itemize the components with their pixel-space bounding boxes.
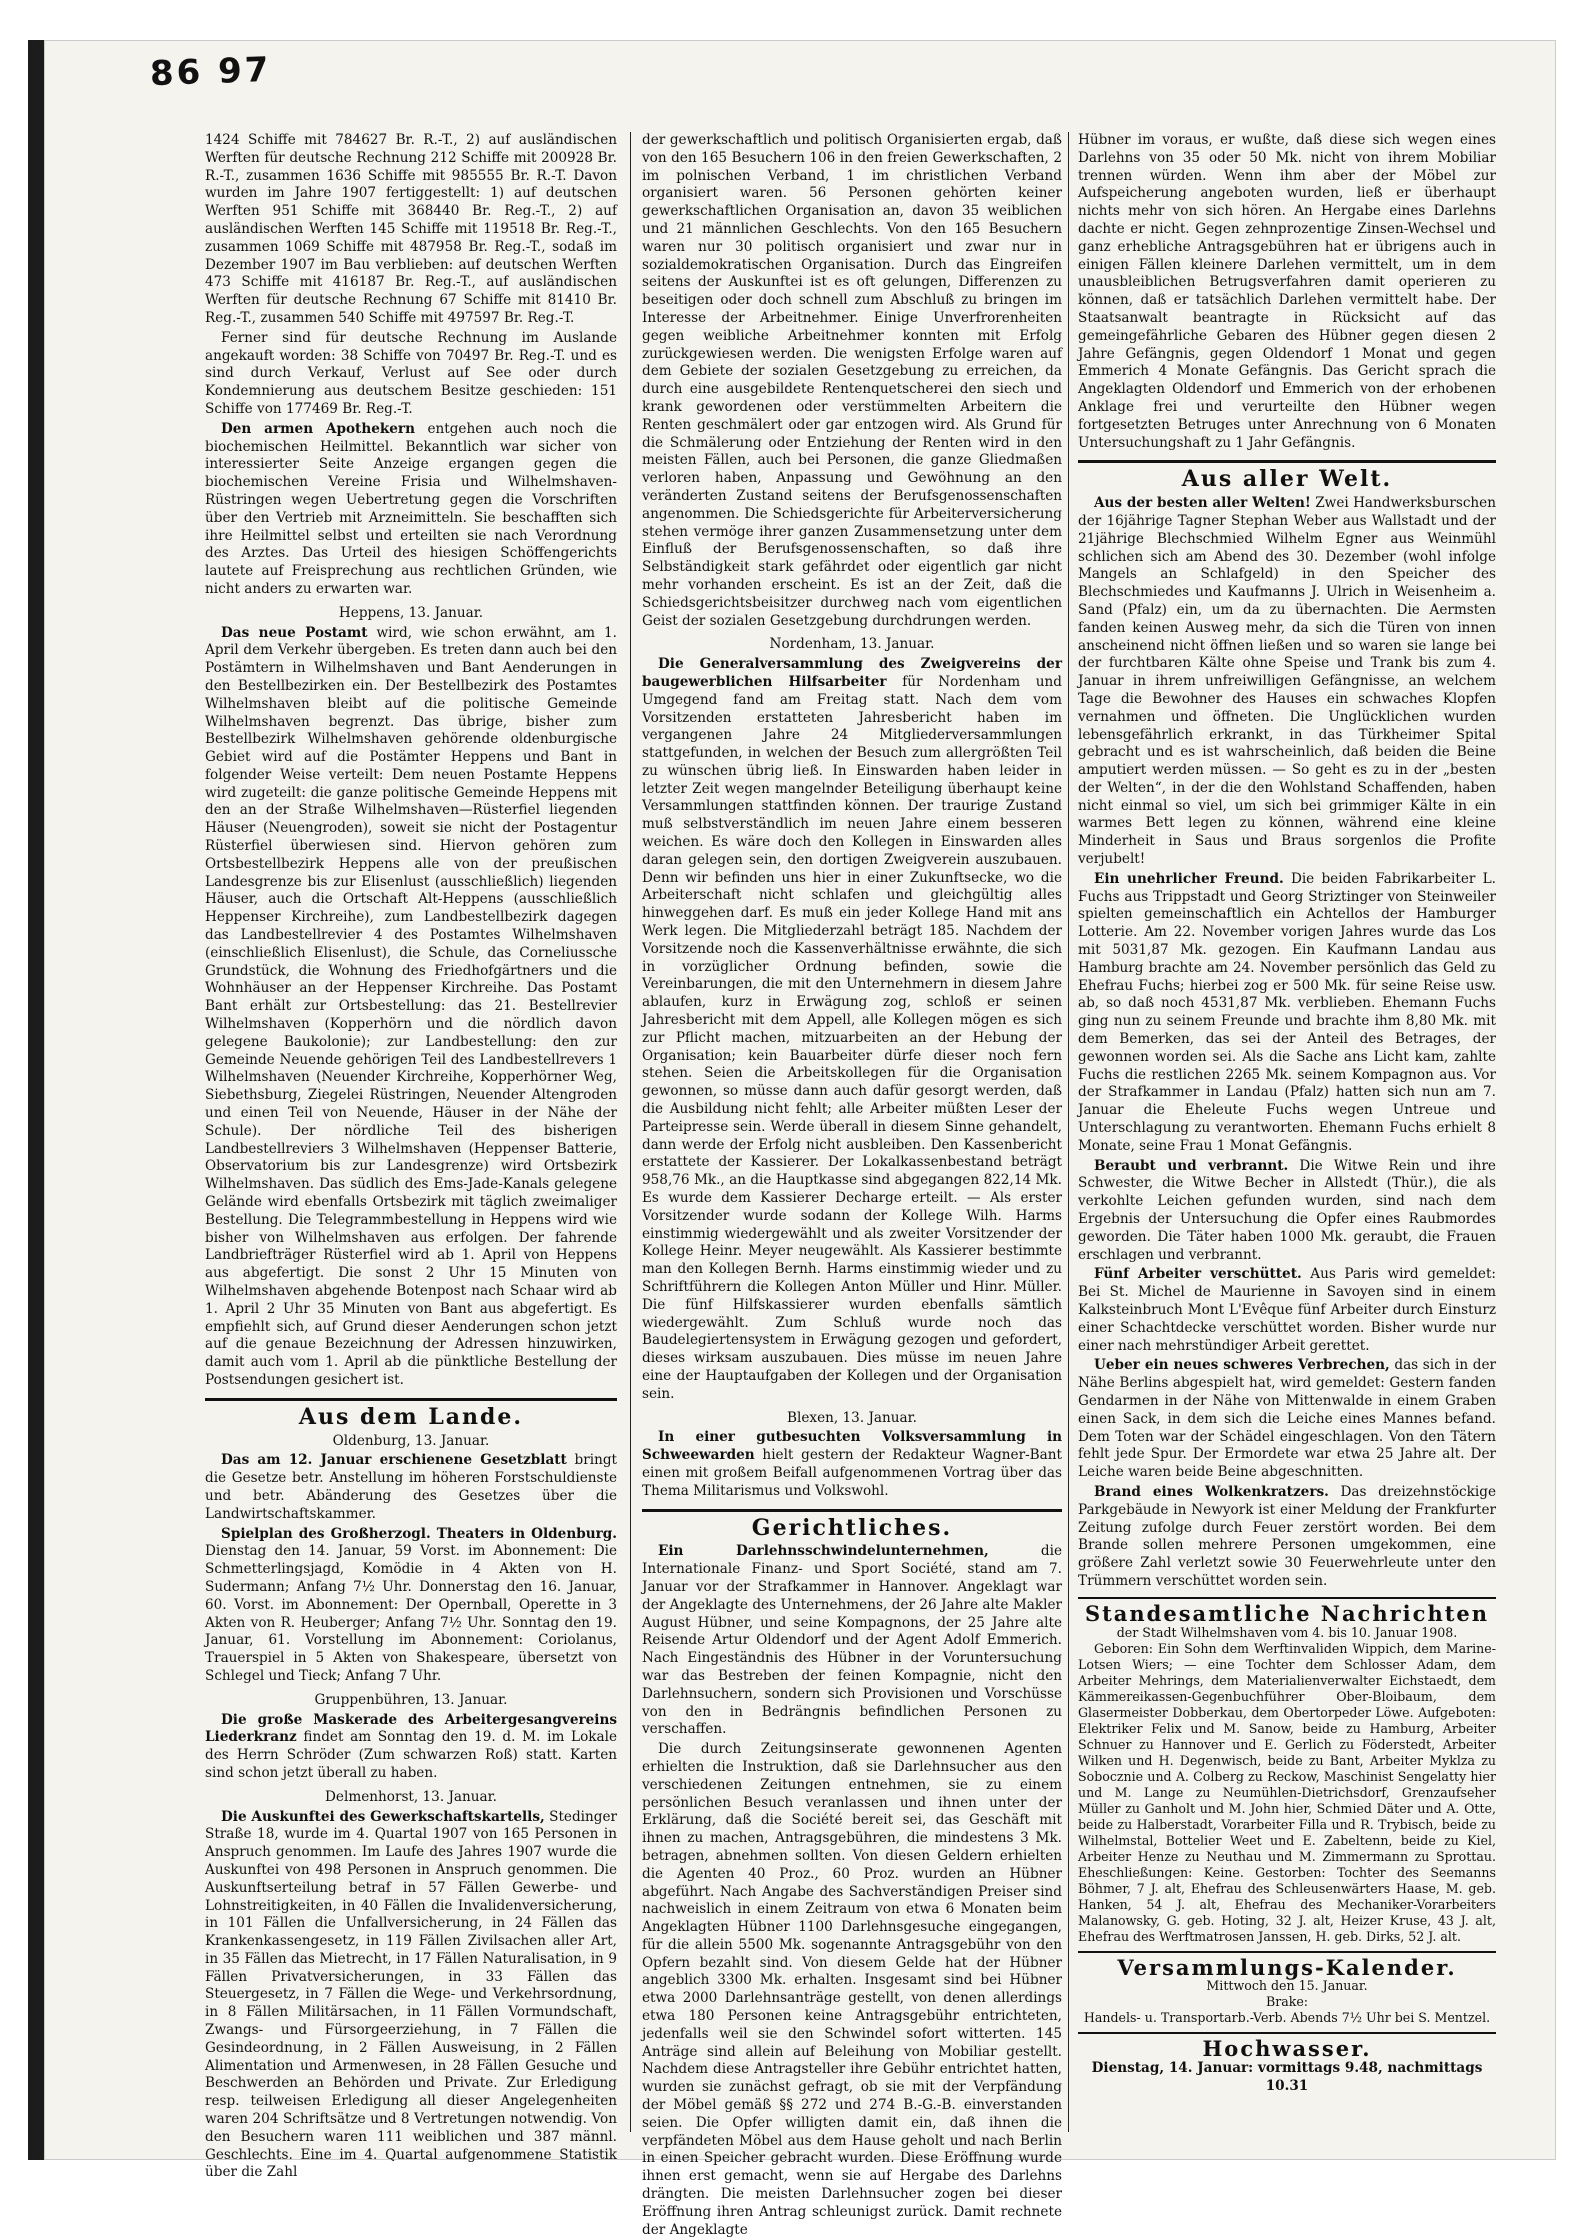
headline: Das neue Postamt (221, 624, 368, 641)
body-text: Stedinger Straße 18, wurde im 4. Quartal 1907 von 165 Personen in Anspruch genommen. Im Laufe des Jahres 1907 wurde die Auskunftei von 498 Personen in Anspruch genommen. Die Auskunftserteilung betraf in 57 Fällen Gewerbe- und Lohnstreitigkeiten, in 40 Fällen die Invalidenversicherung, in 101 Fällen die Unfallversicherung, in 24 Fällen das Krankenkassengesetz, in 119 Fällen Zivilsachen aller Art, in 35 Fällen das Mietrecht, in 17 Fällen Naturalisation, in 9 Fällen Privatversicherungen, in 33 Fällen das Steuergesetz, in 7 Fällen die Wege- und Verkehrsordnung, in 8 Fällen Militärsachen, in 11 Fällen Vormundschaft, Zwangs- und Fürsorgeerziehung, in 7 Fällen die Gesindeordnung, in 2 Fällen Ausweisung, in 2 Fällen Alimentation und Armenwesen, in 28 Fällen Gesuche und Beschwerden an Behörden und Private. Zur Erledigung resp. teilweisen Erledigung all dieser Angelegenheiten waren 204 Schriftsätze und 8 Vertretungen notwendig. Von den Besuchern waren 111 weiblichen und 387 männl. Geschlechts. Eine im 4. Quartal aufgenommene Statistik über die Zahl (205, 1808, 617, 2181)
article-gesetzblatt (205, 1452, 617, 1523)
calendar-place: Brake: (1265, 1994, 1309, 2010)
standesamt-title: Standesamtliche Nachrichten (1084, 1600, 1490, 1626)
article-darlehnsschwindel (642, 1543, 1062, 1739)
headline: Beraubt und verbrannt. (1094, 1157, 1289, 1174)
dateline: Blexen, 13. Januar. (787, 1409, 917, 1426)
article-spielplan (205, 1526, 617, 1686)
body-text: findet am Sonntag den 19. d. M. im Lokale des Herrn Schröder (Zum schwarzen Roß) statt. Karten sind schon jetzt überall zu haben. (205, 1729, 617, 1781)
headline: Aus der besten aller Welten! (1094, 495, 1311, 512)
dateline: Nordenham, 13. Januar. (769, 636, 935, 653)
article-darlehnsschwindel-end: Hübner im voraus, er wußte, daß diese sich wegen eines Darlehns von 35 oder 50 Mk. nicht von ihrem Mobiliar trennen würden. Wenn ihm aber der Möbel zur Aufspeicherung angeboten wurden, ließ er überhaupt nichts mehr von sich hören. An Hergabe eines Darlehns dachte er nicht. Gegen zehnprozentige Zinsen-Wechsel und ganz erhebliche Antragsgebühren hat er übrigens auch in einigen Fällen kleinere Darlehen vermittelt, um in dem unausbleiblichen Betrugsverfahren damit operieren zu können, daß er tatsächlich Darlehen vermittelt habe. Der Staatsanwalt beantragte in Rücksicht auf das gemeingefährliche Gebaren des Hübner gegen diesen 2 Jahre Gefängnis, gegen Oldendorf 1 Monat und gegen Emmerich 4 Monate Gefängnis. Das Gericht sprach die Angeklagten Oldendorf und Emmerich von der erhobenen Anklage frei und verurteilte den Hübner wegen fortgesetzten Betruges unter Anrechnung von 6 Monaten Untersuchungshaft zu 1 Jahr Gefängnis. (1078, 132, 1496, 451)
column-rule (630, 132, 631, 2132)
headline: Ein unehrlicher Freund. (1094, 870, 1284, 887)
headline: Die Auskunftei des Gewerkschaftskartells, (221, 1808, 545, 1825)
body-text: Die beiden Fabrikarbeiter L. Fuchs aus Trippstadt und Georg Striztinger von Steinweiler spielten gemeinschaftlich ein Achtellos der Hamburger Lotterie. Am 22. November vorigen Jahres wurde das Los mit 5031,87 Mk. gezogen. Ein Kaufmann Landau aus Hamburg brachte am 24. November persönlich das Geld zu Ehefrau Fuchs; hierbei zog er 500 Mk. für seine Reise usw. ab, so daß noch 4531,87 Mk. verblieben. Ehemann Fuchs ging nun zu seinem Freunde und brachte ihm 8,80 Mk. mit dem Bemerken, das sei der Anteil des Betrages, der gewonnen worden sei. Als die Sache ans Licht kam, zahlte Fuchs die restlichen 2265 Mk. seinem Kompagnon aus. Vor der Strafkammer in Landau (Pfalz) hatten sich nun am 7. Januar die Eheleute Fuchs wegen Untreue und Unterschlagung zu verantworten. Ehemann Fuchs erhielt 8 Monate, seine Frau 1 Monat Gefängnis. (1078, 870, 1496, 1154)
article-auskunftei (205, 1809, 617, 2183)
body-text: die Internationale Finanz- und Sport Société, stand am 7. Januar vor der Strafkammer in Hannover. Angeklagt war der Angeklagte des Unternehmens, der 26 Jahre alte Makler August Hübner, und seine Kompagnons, der 25 Jahre alte Reisende Artur Oldendorf und der Agent Adolf Emmerich. Nach Eingeständnis des Hübner in der Voruntersuchung war das Bestreben der feinen Kompagnie, nicht den Darlehnsuchern, sondern sich Provisionen und Vorschüsse von den in Bedrängnis befindlichen Personen zu verschaffen. (642, 1543, 1063, 1738)
section-heading: Gerichtliches. (642, 1509, 1062, 1538)
column-2 (642, 132, 1063, 2238)
body-text: wird, wie schon erwähnt, am 1. April dem Verkehr übergeben. Es treten dann auch bei den Postämtern in Wilhelmshaven und Bant Aenderungen in den Bestellbezirken ein. Der Bestellbezirk des Postamtes Wilhelmshaven bleibt auf die politische Gemeinde Wilhelmshaven begrenzt. Das übrige, bisher zum Bestellbezirk Wilhelmshaven gehörende oldenburgische Gebiet wird auf die Postämter Heppens und Bant in folgender Weise verteilt: Dem neuen Postamte Heppens wird zugeteilt: die ganze politische Gemeinde Heppens mit den an der Straße Wilhelmshaven—Rüsterfiel liegenden Häuser (Neuengroden), soweit sie nicht der Postagentur Rüsterfiel überwiesen sind. Hiervon gehören zum Ortsbestellbezirk Heppens alle von der preußischen Landesgrenze bis zur Elisenlust (ausschließlich) liegenden Häuser, auch die Ortschaft Alt-Heppens (ausschließlich Heppenser Kirchreihe), zum Landbestellbezirk dagegen das Landbestellrevier 4 des Postamtes Wilhelmshaven (einschließlich Elisenlust), die Schule, das Corneliussche Grundstück, die Wohnung des Friedhofgärtners und die Wohnhäuser an der Heppenser Kirchreihe. Das Postamt Bant erhält zur Ortsbestellung: das 21. Bestellrevier Wilhelmshaven (Kopperhörn und die nördlich davon gelegene Baukolonie); zur Landbestellung: den zur Gemeinde Neuende gehörigen Teil des Landbestellrevers 1 Wilhelmshaven (Neuender Kirchreihe, Kopperhörner Weg, Siebethsburg, Ziegelei Rüstringen, Neuender Altengroden und einen Teil von Neuende, Häuser in der Nähe der Schule). Der nördliche Teil des bisherigen Landbestellreviers 3 Wilhelmshaven (Heppenser Batterie, Observatorium bis zur Landesgrenze) wird Ortsbezirk Wilhelmshaven. Das südlich des Ems-Jade-Kanals gelegene Gelände wird ebenfalls Ortsbezirk mit täglich zweimaliger Bestellung. Die Telegrammbestellung in Heppens wird wie bisher von Wilhelmshaven aus erfolgen. Der fahrende Landbriefträger Rüsterfiel wird ab 1. April von Heppens aus abgefertigt. Die sonst 2 Uhr 15 Minuten von Wilhelmshaven abgehende Botenpost nach Schaar wird ab 1. April 2 Uhr 35 Minuten von Bant aus abgefertigt. Es empfiehlt sich, auf Grund dieser Aenderungen schon jetzt auf die genaue Bezeichnung der Adressen hinzuwirken, damit auch vom 1. April ab die pünktliche Bestellung der Postsendungen gesichert ist. (205, 624, 617, 1388)
headline: Die große Maskerade des Arbeitergesangvereins Liederkranz (205, 1711, 617, 1746)
dateline: Oldenburg, 13. Januar. (332, 1432, 490, 1449)
section-heading: Aus aller Welt. (1078, 460, 1496, 489)
standesamt-text: Geboren: Ein Sohn dem Werftinvaliden Wippich, dem Marine-Lotsen Wiers; — eine Tochter dem Schlosser Adam, dem Arbeiter Mehrings, dem Materialienverwalter Eichstaedt, dem Kämmereikassen-Gegenbuchführer Ober-Bloibaum, dem Glasermeister Dobberkau, dem Obertorpeder Löwe. Aufgeboten: Elektriker Felix und M. Sanow, beide zu Hamburg, Arbeiter Schnuer zu Hannover und E. Gerlich zu Föderstedt, Arbeiter Wilken und H. Degenwisch, beide zu Bant, Arbeiter Myklza zu Sobocznie und A. Colberg zu Reckow, Maschinist Sengelatty hier und M. Lange zu Neumühlen-Dietrichsdorf, Grenzaufseher Müller zu Ganholt und M. John hier, Schmied Däter und A. Otte, beide zu Halberstadt, Vorarbeiter Filla und R. Trybisch, beide zu Wilhelmstal, Bottelier Weet und E. Zabeltenn, beide zu Kiel, Arbeiter Henze zu Neuthau und M. Zimmermann zu Sprottau. Eheschließungen: Keine. Gestorben: Tochter des Seemanns Böhmer, 7 J. alt, Ehefrau des Schleusenwärters Haase, M. geb. Hanken, 54 J. alt, Ehefrau des Mechaniker-Vorarbeiters Malanowsky, G. geb. Hoting, 32 J. alt, Heizer Kruse, 43 J. alt, Ehefrau des Werftmatrosen Janssen, H. geb. Dirks, 52 J. alt. (1078, 1641, 1496, 1953)
headline: Ein Darlehnsschwindelunternehmen, (658, 1543, 989, 1560)
page-number: 86 97 (149, 49, 273, 95)
dateline: Gruppenbühren, 13. Januar. (314, 1691, 508, 1708)
calendar-date: Mittwoch den 15. Januar. (1206, 1978, 1368, 1994)
headline: In einer gutbesuchten Volksversammlung in Schweewarden (642, 1429, 1062, 1464)
body-text: Das dreizehnstöckige Parkgebäude in Newyork ist einer Meldung der Frankfurter Zeitung zufolge durch Feuer zerstört worden. Bei dem Brande sollen mehrere Personen umgekommen, eine größere Zahl verletzt sowie 30 Feuerwehrleute unter den Trümmern verschüttet worden sein. (1078, 1483, 1497, 1589)
calendar-entry: Handels- u. Transportarb.-Verb. Abends 7½ Uhr bei S. Mentzel. (1078, 2010, 1496, 2034)
article-ships-continued: Ferner sind für deutsche Rechnung im Auslande angekauft worden: 38 Schiffe von 70497 Br. Reg.-T. und es sind durch Verkauf, Verlust auf See oder durch Kondemnierung aus deutschem Besitze geschieden: 151 Schiffe von 177469 Br. Reg.-T. (205, 329, 617, 417)
body-text: Die Witwe Rein und ihre Schwester, die Witwe Becher in Allstedt (Thür.), die als verkohlte Leichen gefunden wurden, sind nach dem Ergebnis der Untersuchung die Opfer eines Raubmordes geworden. Die Täter haben 1000 Mk. geraubt, die Frauen erschlagen und verbrannt. (1078, 1157, 1496, 1263)
headline: Den armen Apothekern (221, 420, 415, 437)
body-text: bringt die Gesetze betr. Anstellung im höheren Forstschuldienste und betr. Abänderung des Gesetzes über die Landwirtschaftskammer. (205, 1452, 617, 1522)
article-unehrlicher-freund (1078, 871, 1496, 1156)
article-volksversammlung (642, 1429, 1062, 1500)
article-wolkenkratzer (1078, 1484, 1496, 1599)
body-text: Aus Paris wird gemeldet: Bei St. Michel de Maurienne in Savoyen sind in einem Kalksteinbruch Mont L'Evêque fünf Arbeiter durch Einsturz einer Schachtdecke verschüttet worden. Bisher wurde nur einer nach mehrstündiger Arbeit gerettet. (1078, 1266, 1497, 1354)
column-3 (1078, 132, 1496, 2132)
standesamt-subtitle: der Stadt Wilhelmshaven vom 4. bis 10. Januar 1908. (1116, 1624, 1458, 1640)
section-heading: Aus dem Lande. (205, 1398, 617, 1427)
headline: Spielplan des Großherzogl. Theaters in Oldenburg. (221, 1525, 617, 1542)
article-verschuettet (1078, 1266, 1496, 1355)
article-beste-welt (1078, 495, 1496, 869)
body-text: für Nordenham und Umgegend fand am Freitag statt. Nach dem vom Vorsitzenden erstatteten Jahresbericht haben im vergangenen Jahre 24 Mitgliederversammlungen stattgefunden, in welchen der Besuch zum allergrößten Teil zu wünschen übrig ließ. In Einswarden haben leider in letzter Zeit wegen mangelnder Beteiligung überhaupt keine Versammlungen stattfinden können. Der traurige Zustand muß selbstverständlich im neuen Jahre einem besseren weichen. Es wäre doch den Kollegen in Einswarden alles daran gelegen sein, den dortigen Zweigverein auszubauen. Denn wir befinden uns hier in einer Zukunftsecke, wo die Arbeiterschaft nicht schlafen und gleichgültig alles hinweggehen darf. Es muß ein jeder Kollege Hand mit ans Werk legen. Die Mitgliederzahl beträgt 185. Nachdem der Vorsitzende noch die Kassenverhältnisse erwähnte, die sich in vorzüglicher Ordnung befinden, sowie die Vereinbarungen, die mit den Unternehmern in diesem Jahre ablaufen, kurz in Erwägung zog, schloß er seinen Jahresbericht mit dem Appell, alle Kollegen mögen es sich zur Pflicht machen, mitzuarbeiten an der Hebung der Organisation; kein Bauarbeiter dürfe dieser noch fern stehen. Seien die Arbeitskollegen für die Organisation gewonnen, so müsse dann auch dafür gesorgt werden, daß die Ausbildung nicht fehlt; alle Arbeiter müßten Leser der Parteipresse sein. Werde überall in diesem Sinne gehandelt, dann werde der Erfolg nicht ausbleiben. Den Kassenbericht erstattete der Kassierer. Der Lokalkassenbestand beträgt 958,76 Mk., an die Hauptkasse sind abgegangen 822,14 Mk. Es wurde dem Kassierer Decharge erteilt. — Als erster Vorsitzender wurde sodann der Kollege Wilh. Harms einstimmig wiedergewählt und als zweiter Vorsitzender der Kollege Heinr. Meyer neugewählt. Als Kassierer bestimmte man den Kollegen Bernh. Harms einstimmig wieder und zu Schriftführern die Kollegen Anton Müller und Hinr. Müller. Die fünf Hilfskassierer wurden ebenfalls sämtlich wiedergewählt. Zum Schluß wurde noch das Baudelegiertensystem in Erwägung gezogen und gefordert, dieses wirksam auszubauen. Dies müsse im neuen Jahre eine der Hauptaufgaben der Kollegen und der Organisation sein. (642, 673, 1062, 1402)
hochwasser-title: Hochwasser. (1202, 2036, 1372, 2062)
body-text: hielt gestern der Redakteur Wagner-Bant einen mit großem Beifall aufgenommenen Vortrag über das Thema Militarismus und Volkswohl. (642, 1447, 1062, 1499)
column-rule (1068, 132, 1069, 2132)
article-ships: 1424 Schiffe mit 784627 Br. R.-T., 2) auf ausländischen Werften für deutsche Rechnung 212 Schiffe mit 200928 Br. R.-T., zusammen 1636 Schiffe mit 985555 Br. R.-T. Davon wurden im Jahre 1907 fertiggestellt: 1) auf deutschen Werften 951 Schiffe mit 368440 Br. Reg.-T., 2) auf ausländischen Werften 145 Schiffe mit 119518 Br. Reg.-T., zusammen 1069 Schiffe mit 487958 Br. Reg.-T., sodaß im Dezember 1907 im Bau verblieben: auf deutschen Werften 473 Schiffe mit 416187 Br. Reg.-T., auf ausländischen Werften für deutsche Rechnung 67 Schiffe mit 81410 Br. Reg.-T., zusammen 540 Schiffe mit 497597 Br. Reg.-T. (205, 132, 617, 326)
column-1 (205, 132, 617, 2181)
body-text: das sich in der Nähe Berlins abgespielt hat, wird gemeldet: Gestern fanden Gendarmen in der Nähe von Mittenwalde in einem Graben einen Sack, in dem sich die Leiche eines Mannes befand. Dem Toten war der Schädel eingeschlagen. Von den Tätern fehlt jede Spur. Der Ermordete war etwa 25 Jahre alt. Der Leiche waren beide Beine abgeschnitten. (1078, 1357, 1496, 1481)
headline: Das am 12. Januar erschienene Gesetzblatt (221, 1452, 567, 1469)
article-auskunftei-continued: der gewerkschaftlich und politisch Organisierten ergab, daß von den 165 Besuchern 106 in den freien Gewerkschaften, 2 im polnischen Verband, 1 im christlichen Verband organisiert waren. 56 Personen gehörten keiner gewerkschaftlichen Organisation an, davon 35 weiblichen und 21 männlichen Geschlechts. Von den 165 Besuchern waren nur 30 politisch organisiert und zwar nur in sozialdemokratischen Organisation. Durch das Eingreifen seitens der Auskunftei ist es oft gelungen, Differenzen zu beseitigen oder doch schnell zum Abschluß zu bringen im Interesse der Arbeitnehmer. Einige Unverfrorenheiten gegen weibliche Arbeitnehmer konnten mit Erfolg zurückgewiesen werden. Die wenigsten Erfolge waren auf dem Gebiete der sozialen Gesetzgebung zu erreichen, da durch eine ausgebildete Rentenquetscherei den siech und krank gewordenen oder verstümmelten Arbeitern die Renten geschmälert oder gar entzogen wird. Als Grund für die Schmälerung oder Entziehung der Renten wird in den meisten Fällen, auch bei Personen, die ganze Gliedmaßen verloren haben, Anpassung und Gewöhnung an den veränderten Zustand seitens der Berufsgenossenschaften angenommen. Die Schiedsgerichte für Arbeiterversicherung stehen vermöge ihrer ganzen Zusammensetzung unter dem Einfluß der Berufsgenossenschaften, so daß ihre Selbständigkeit stark gefährdet oder eigentlich gar nicht mehr vorhanden erscheint. Es ist an der Zeit, daß die Schiedsgerichtsbeisitzer durchweg nach vom eigentlichen Geist der sozialen Gesetzgebung durchdrungen werden. (642, 132, 1062, 629)
headline: Brand eines Wolkenkratzers. (1094, 1483, 1329, 1500)
body-text: entgehen auch noch die biochemischen Heilmittel. Bekanntlich war sicher von interessierter Seite Anzeige ergangen gegen die biochemischen Vereine Frisia und Wilhelmshaven-Rüstringen wegen Uebertretung gegen die Vorschriften über den Vertrieb mit Arzneimitteln. Sie beschafften sich ihre Heilmittel selbst und erteilten sie nach Verordnung des Arztes. Das Urteil des hiesigen Schöffengerichts lautete auf Freisprechung aus rechtlichen Gründen, wie nicht anders zu erwarten war. (205, 420, 617, 597)
dateline: Delmenhorst, 13. Januar. (325, 1788, 497, 1805)
headline: Ueber ein neues schweres Verbrechen, (1094, 1357, 1390, 1374)
body-text: Zwei Handwerksburschen der 16jährige Tagner Stephan Weber aus Wallstadt und der 21jährige Blechschmied Wilhelm Egner aus Weinmühl schlichen sich am Abend des 30. Dezember (wohl infolge Mangels an Schlafgeld) in den Speicher des Blechschmiedes und Kaufmanns J. Ulrich in Weisenheim a. Sand (Pfalz) ein, um da zu übernachten. Die Aermsten fanden keinen Ausweg mehr, da sich die Türen von innen anscheinend nicht öffnen ließen und so waren sie lange bei der furchtbaren Kälte ohne Speise und Trank bis zum 4. Januar in ihrem unfreiwilligen Gefängnisse, an welchem Tage die Bewohner des Hauses ein schwaches Klopfen vernahmen und öffneten. Die Unglücklichen wurden lebensgefährlich erkrankt, in das Türkheimer Spital gebracht und es ist wahrscheinlich, daß beiden die Beine amputiert werden müssen. — So geht es zu in der „besten der Welten“, in der die den Wohlstand Schaffenden, haben nicht einmal so viel, um sich bei grimmiger Kälte in ein warmes Bett legen zu können, während eine kleine Minderheit in Saus und Braus sorgenlos die Profite verjubelt! (1078, 495, 1496, 868)
dateline: Heppens, 13. Januar. (338, 604, 484, 621)
headline: Die Generalversammlung des Zweigvereins der baugewerblichen Hilfsarbeiter (642, 656, 1062, 690)
calendar-title: Versammlungs-Kalender. (1117, 1954, 1457, 1980)
hochwasser-times: Dienstag, 14. Januar: vormittags 9.48, nachmittags 10.31 (1091, 2060, 1483, 2094)
article-beraubt (1078, 1158, 1496, 1265)
article-generalversammlung (642, 656, 1062, 1403)
article-apotheker (205, 421, 617, 599)
article-maskerade (205, 1712, 617, 1783)
article-postamt (205, 625, 617, 1390)
headline: Fünf Arbeiter verschüttet. (1094, 1266, 1302, 1283)
article-darlehnsschwindel-continued: Die durch Zeitungsinserate gewonnenen Agenten erhielten die Instruktion, daß sie Darlehnsucher aus den verschiedenen Zeitungen entnehmen, sie zu einem persönlichen Besuch veranlassen und ihnen unter der Erklärung, daß die Société bereit sei, das Geschäft mit ihnen zu machen, Antragsgebühren, die mindestens 3 Mk. betragen, abnehmen sollten. Von diesen Geldern erhielten die Agenten 40 Proz., 60 Proz. wurden an Hübner abgeführt. Nach Angabe des Sachverständigen Preiser sind nachweislich in einem Zeitraum von etwa 6 Monaten beim Angeklagten Hübner 1100 Darlehnsgesuche eingegangen, für die allein 5500 Mk. sogenannte Antragsgebühr von den Opfern bezahlt sind. Von diesem Gelde hat der Hübner angeblich 3300 Mk. erhalten. Insgesamt sind bei Hübner etwa 2000 Darlehnsanträge gestellt, von denen allerdings etwa 180 Personen keine Antragsgebühr entrichteten, jedenfalls weil sie den Schwindel sofort witterten. 145 Anträge sind allein auf Beleihung von Mobiliar gestellt. Nachdem diese Antragsteller ihre Gebühr entrichtet hatten, wurden sie zunächst gefragt, ob sie mit der Verpfändung der Möbel gemäß §§ 272 und 274 B.-G.-B. einverstanden seien. Die Opfer willigten damit ein, daß ihnen die verpfändeten Möbel aus dem Hause geholt und nach Berlin in einen Speicher gebracht wurden. Diese Eröffnung wurde ihnen erst gemacht, wenn sie auf Hergabe des Darlehns drängten. Die meisten Darlehnsucher zogen bei dieser Eröffnung ihren Antrag schleunigst zurück. Damit rechnete der Angeklagte (642, 1741, 1062, 2238)
article-verbrechen (1078, 1357, 1496, 1482)
body-text: Dienstag den 14. Januar, 59 Vorst. im Abonnement: Die Schmetterlingsjagd, Komödie in 4 Akten von H. Sudermann; Anfang 7½ Uhr. Donnerstag den 16. Januar, 60. Vorst. im Abonnement: Der Opernball, Operette in 3 Akten von R. Heuberger; Anfang 7½ Uhr. Sonntag den 19. Januar, 61. Vorstellung im Abonnement: Coriolanus, Trauerspiel in 5 Akten von Shakespeare, übersetzt von Schlegel und Tieck; Anfang 7 Uhr. (205, 1543, 617, 1684)
